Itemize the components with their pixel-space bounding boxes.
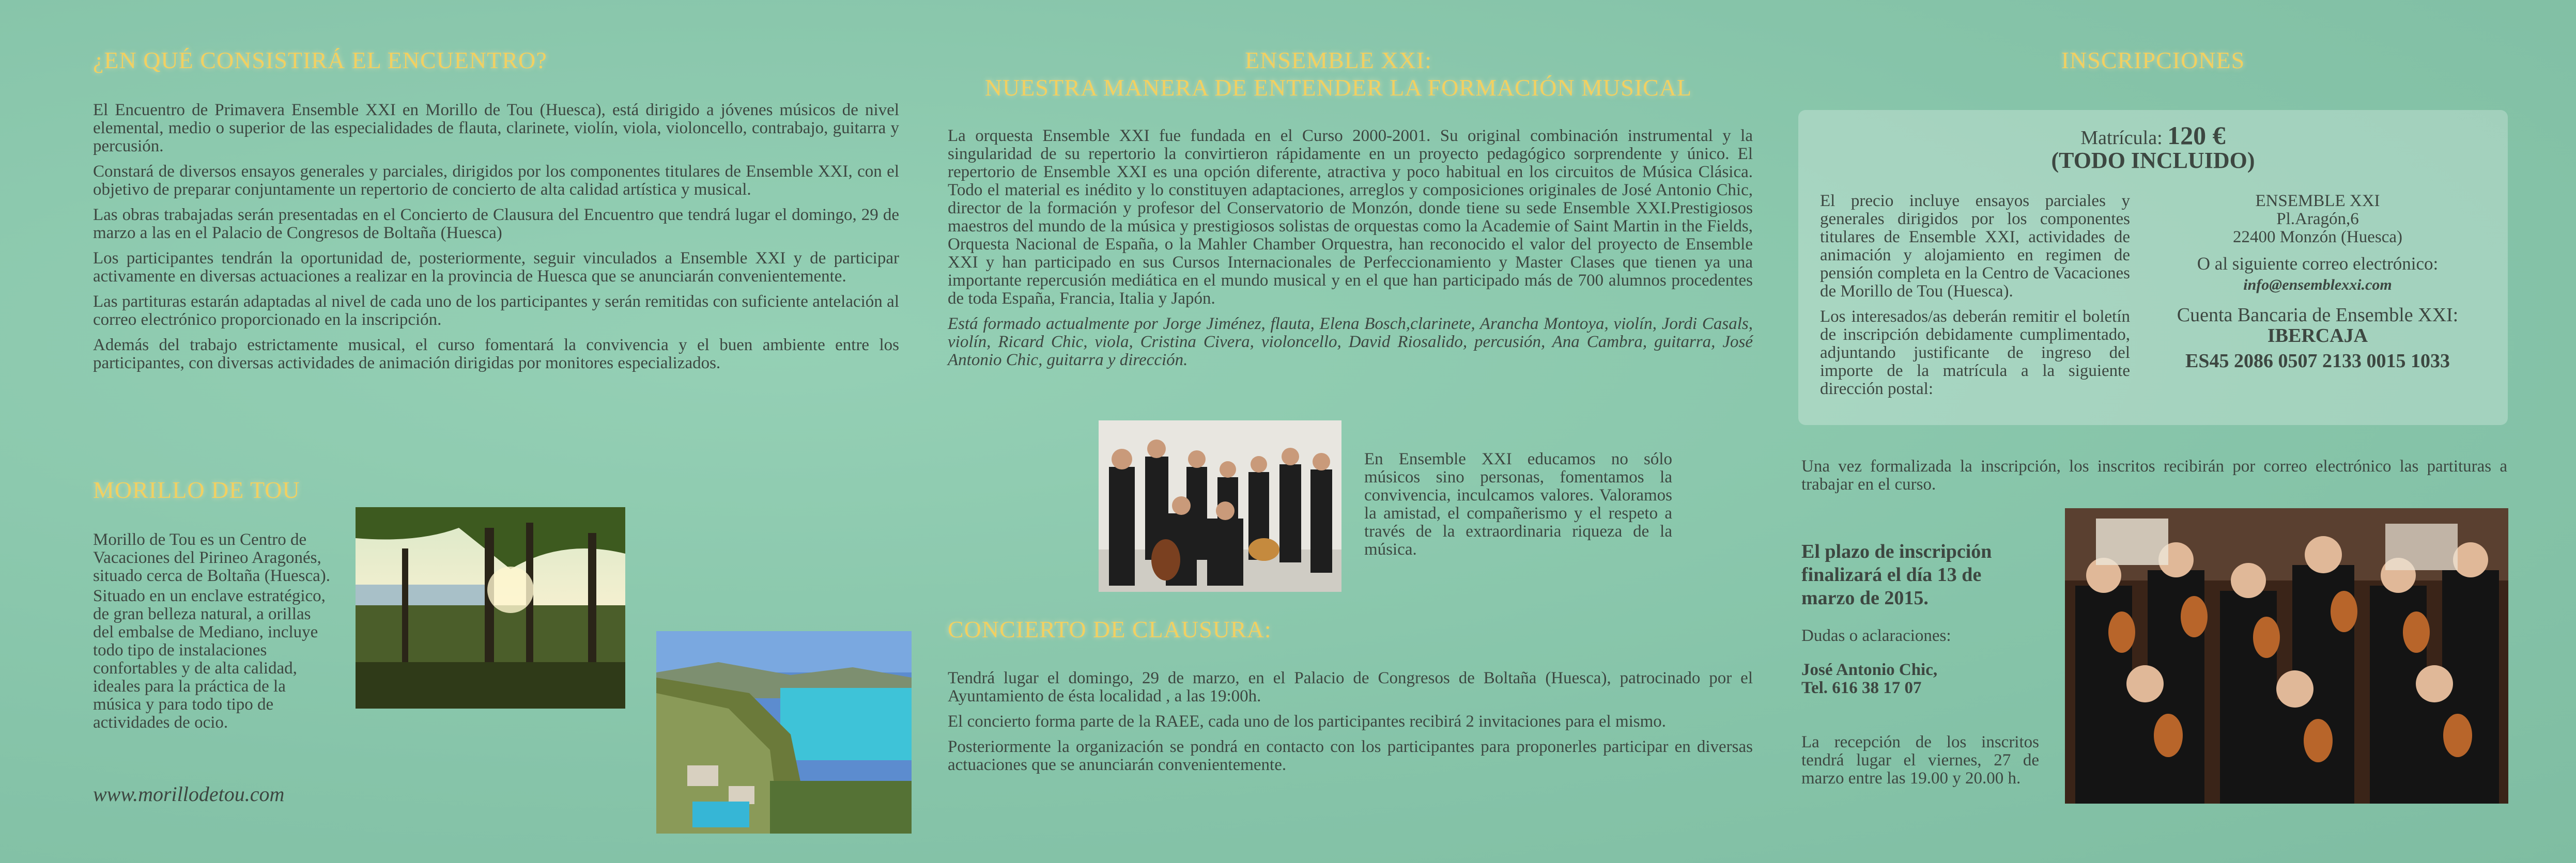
morillo-p2: Situado en un enclave estratégico, de gran belleza natural, a orillas del embalse de Mediano, incluye todo tipo de instalaciones confortables y de alta calidad, ideales para la práctica de la música y para todo tipo de actividades de ocio. <box>93 587 326 732</box>
morillo-text <box>93 531 331 739</box>
email-intro: O al siguiente correo electrónico: <box>2197 254 2439 274</box>
contact-name: José Antonio Chic, <box>1801 661 1938 679</box>
deadline-text: El plazo de inscripción finalizará el día 13 de marzo de 2015. <box>1801 541 1992 609</box>
encuentro-p1: El Encuentro de Primavera Ensemble XXI en Morillo de Tou (Huesca), está dirigido a jóvenes músicos de nivel elemental, medio o superior de las especialidades de flauta, clarinete, violín, viola, violoncello, contrabajo, guitarra y percusión. <box>93 101 899 155</box>
reception-text: La recepción de los inscritos tendrá lugar el viernes, 27 de marzo entre las 19.00 y 20.00 h. <box>1801 733 2039 788</box>
bank-label: Cuenta Bancaria de Ensemble XXI: <box>2177 304 2459 326</box>
address-name: ENSEMBLE XXI <box>2255 192 2380 210</box>
forest-lake-photo <box>356 507 625 709</box>
price-includes <box>1820 192 2130 405</box>
encuentro-p3: Las obras trabajadas serán presentadas en el Concierto de Clausura del Encuentro que tendrá lugar el domingo, 29 de marzo a las en el Palacio de Congresos de Boltaña (Huesca) <box>93 206 899 242</box>
encuentro-p6: Además del trabajo estrictamente musical, el curso fomentará la convivencia y el buen ambiente entre los participantes, con diversas actividades de animación dirigidas por monitores especializados. <box>93 336 899 372</box>
price-includes-text: El precio incluye ensayos parciales y generales dirigidos por los componentes titulares de Ensemble XXI, actividades de animación y alojamiento en regimen de pensión completa en la Centro de Vacaciones de Morillo de Tou (Huesca). <box>1820 192 2130 301</box>
formalized-text: Una vez formalizada la inscripción, los inscritos recibirán por correo electrónico las partituras a trabajar en el curso. <box>1801 457 2507 494</box>
ensemble-group-photo <box>1099 420 1341 592</box>
ensemble-members: Está formado actualmente por Jorge Jiménez, flauta, Elena Bosch,clarinete, Arancha Montoya, violín, Jordi Casals, violín, Ricard Chic, viola, Cristina Civera, violoncello, David Riosalido, percusión, Ana Cambra, guitarra, José Antonio Chic, guitarra y dirección. <box>948 315 1753 369</box>
address-city: 22400 Monzón (Huesca) <box>2232 228 2403 246</box>
encuentro-heading: ¿EN QUÉ CONSISTIRÁ EL ENCUENTRO? <box>93 47 547 73</box>
morillo-p1: Morillo de Tou es un Centro de Vacaciones del Pirineo Aragonés, situado cerca de Boltaña (Huesca). <box>93 530 331 585</box>
address-block <box>2145 192 2491 370</box>
ensemble-text <box>948 127 1753 376</box>
matricula-line <box>1798 121 2508 150</box>
morillo-heading: MORILLO DE TOU <box>93 477 300 503</box>
encuentro-p5: Las partituras estarán adaptadas al nivel de cada uno de los participantes y serán remitidas con suficiente antelación al correo electrónico proporcionado en la inscripción. <box>93 292 899 329</box>
ensemble-heading <box>951 46 1726 101</box>
encuentro-p2: Constará de diversos ensayos generales y parciales, dirigidos por los componentes titulares de Ensemble XXI, con el objetivo de preparar conjuntamente un repertorio de concierto de alta calidad artística y musical. <box>93 162 899 199</box>
concierto-p2: El concierto forma parte de la RAEE, cada uno de los participantes recibirá 2 invitaciones para el mismo. <box>948 712 1667 731</box>
iban: ES45 2086 0507 2133 0015 1033 <box>2185 350 2450 372</box>
matricula-label: Matrícula: <box>2080 127 2163 149</box>
concierto-text <box>948 669 1753 781</box>
questions-text: Dudas o aclaraciones: <box>1801 626 1951 645</box>
concierto-p3: Posteriormente la organización se pondrá en contacto con los participantes para proponerles participar en diversas actuaciones que se anunciarán convenientemente. <box>948 738 1753 774</box>
contact-phone[interactable]: Tel. 616 38 17 07 <box>1801 679 1922 697</box>
concierto-p1: Tendrá lugar el domingo, 29 de marzo, en el Palacio de Congresos de Boltaña (Huesca), patrocinado por el Ayuntamiento de ésta localidad , a las 19:00h. <box>948 669 1753 705</box>
matricula-block <box>1798 121 2508 173</box>
ensemble-paragraph: La orquesta Ensemble XXI fue fundada en el Curso 2000-2001. Su original combinación instrumental y la singularidad de su repertorio la convirtieron rápidamente en un proyecto pedagógico sorprendente y único. El repertorio de Ensemble XXI es una opción diferente, atractiva y poco habitual en los circuitos de Música Clásica. Todo el material es inédito y lo constituyen adaptaciones, arreglos y composiciones originales de José Antonio Chic, director de la formación y profesor del Conservatorio de Monzón, donde tiene su sede Ensemble XXI.Prestigiosos maestros del mundo de la música y prestigiosos solistas de orquestas como la Academie of Saint Martin in the Fields, Orquesta Nacional de España, o la Mahler Chamber Orquestra, han reconocido el valor del proyecto de Ensemble XXI y han participado en sus Cursos Internacionales de Perfeccionamiento y Master Clases que tienen ya una importante repercusión mediática en el mundo musical y en el que han participado más de 700 alumnos procedentes de toda España, Francia, Italia y Japón. <box>948 127 1753 308</box>
contact-block <box>1801 661 2039 697</box>
educate-text: En Ensemble XXI educamos no sólo músicos sino personas, fomentamos la convivencia, inculcamos valores. Valoramos la amistad, el compañerismo y el respeto a través de la extraordinaria riqueza de la música. <box>1364 450 1672 559</box>
encuentro-p4: Los participantes tendrán la oportunidad de, posteriormente, seguir vinculados a Ensemble XXI y de participar activamente en diversas actuaciones a realizar en la provincia de Huesca que se anunciarán convenientemente. <box>93 249 899 286</box>
send-boletin-text: Los interesados/as deberán remitir el boletín de inscripción debidamente cumplimentado, adjuntando justificante de ingreso del importe de la matrícula a la siguiente dirección postal: <box>1820 307 2130 398</box>
concierto-heading: CONCIERTO DE CLAUSURA: <box>948 616 1272 642</box>
resort-aerial-photo <box>656 631 912 834</box>
bank-name: IBERCAJA <box>2267 325 2368 347</box>
ensemble-heading-line2: NUESTRA MANERA DE ENTENDER LA FORMACIÓN MUSICAL <box>984 74 1692 101</box>
orchestra-photo <box>2065 508 2508 804</box>
inscripciones-heading: INSCRIPCIONES <box>2061 47 2245 73</box>
matricula-price: 120 € <box>2167 121 2226 150</box>
morillo-website[interactable]: www.morillodetou.com <box>93 782 285 806</box>
ensemble-heading-line1: ENSEMBLE XXI: <box>1245 47 1432 73</box>
todo-incluido: (TODO INCLUIDO) <box>2051 148 2255 173</box>
encuentro-text <box>93 101 899 380</box>
email-link[interactable]: info@ensemblexxi.com <box>2243 276 2392 293</box>
address-street: Pl.Aragón,6 <box>2276 210 2359 228</box>
